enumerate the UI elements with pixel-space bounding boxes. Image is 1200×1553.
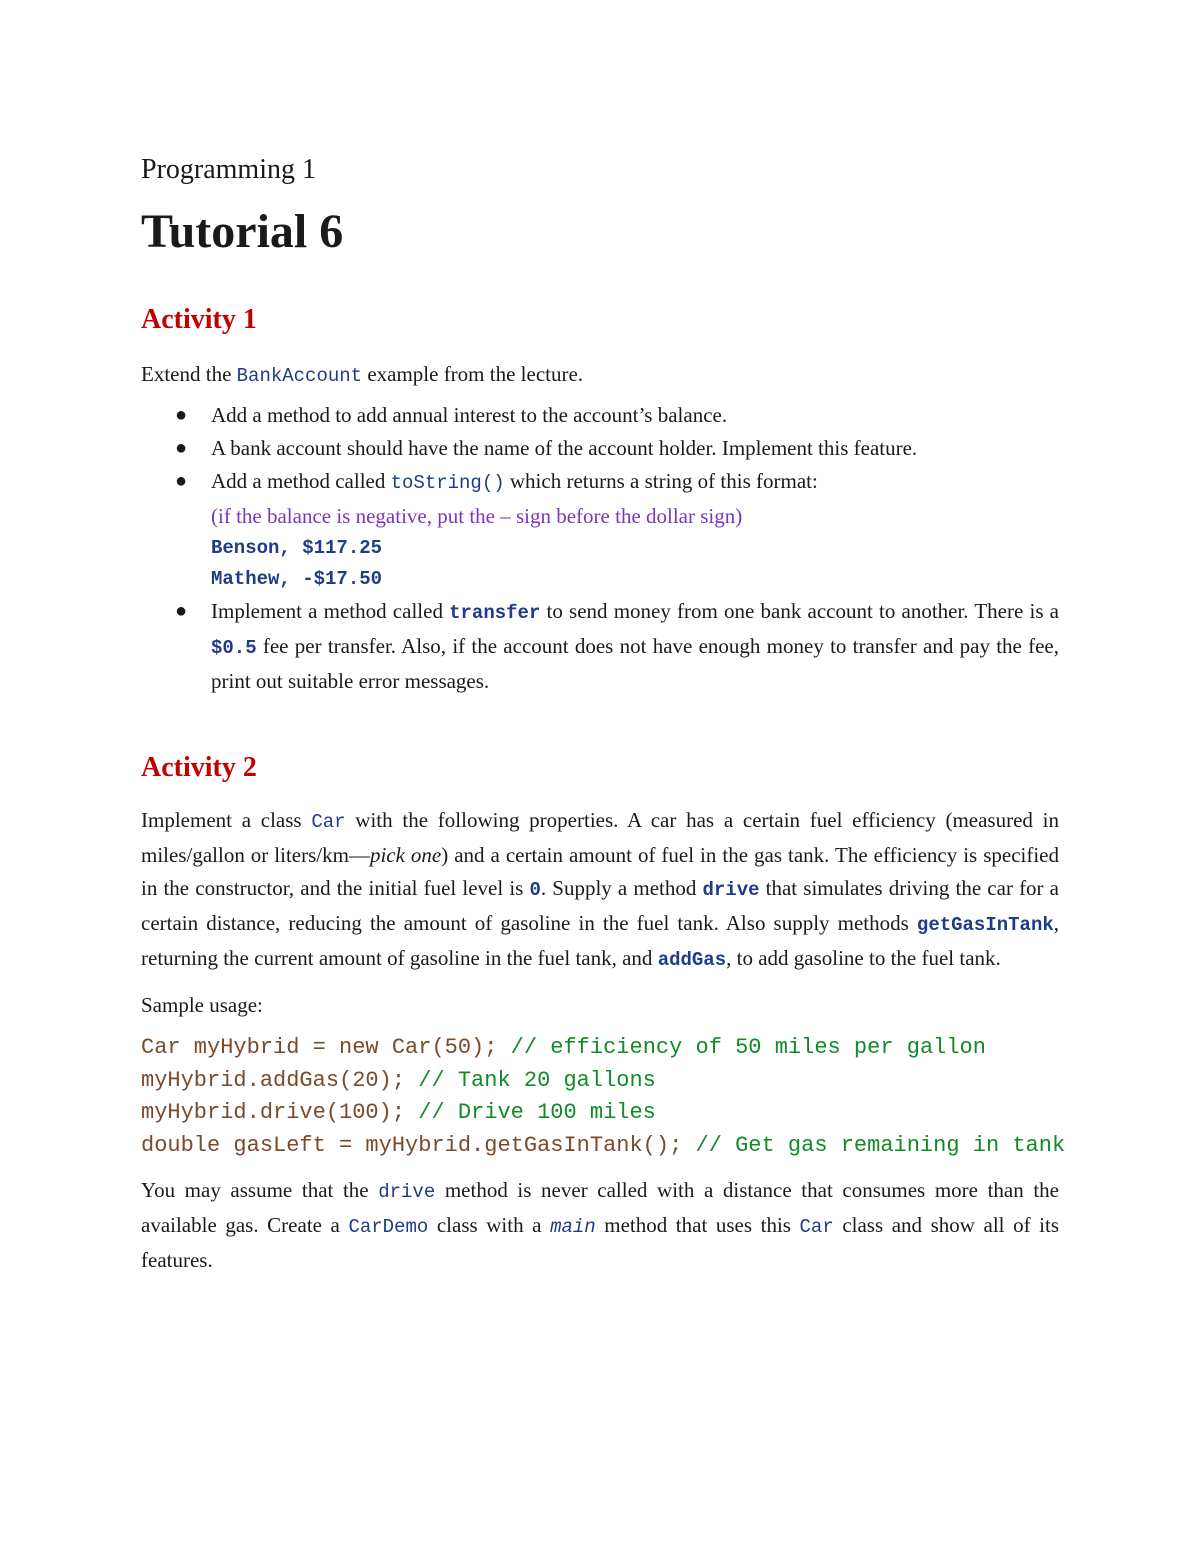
para-text: Implement a class — [141, 808, 312, 832]
cardemo-code: CarDemo — [348, 1216, 429, 1238]
para-text: method is never called with a distance that consumes more than the available gas. Create a — [141, 1178, 1059, 1237]
code-comment: // Get gas remaining in tank — [695, 1132, 1066, 1158]
para-text: , returning the current amount of gasoline in the fuel tank, and — [141, 911, 1059, 970]
pick-one-text: pick one — [369, 843, 442, 867]
code-statement: double gasLeft = myHybrid.getGasInTank(); — [141, 1132, 696, 1158]
transfer-code: transfer — [449, 602, 541, 624]
format-example-2: Mathew, -$17.50 — [211, 568, 383, 590]
bullet-text: which returns a string of this format: — [504, 469, 818, 493]
bullet-text: Add a method called — [211, 469, 391, 493]
activity-2-description — [141, 804, 1059, 977]
code-statement: Car myHybrid = new Car(50); — [141, 1035, 511, 1060]
bullet-dot-icon: ● — [175, 600, 188, 622]
tostring-line — [211, 465, 1059, 500]
code-comment: // efficiency of 50 miles per gallon — [510, 1035, 986, 1060]
page-title: Tutorial 6 — [141, 205, 344, 258]
code-line — [141, 1032, 1059, 1065]
code-comment: // Drive 100 miles — [418, 1100, 656, 1125]
code-line — [141, 1130, 1066, 1163]
code-statement: myHybrid.addGas(20); — [141, 1067, 419, 1093]
format-example-1: Benson, $117.25 — [211, 537, 383, 559]
fee-code: $0.5 — [211, 637, 257, 659]
transfer-text — [211, 595, 1059, 698]
code-line — [141, 1065, 1059, 1098]
activity-2-closing — [141, 1174, 1059, 1277]
getgasintank-code: getGasInTank — [916, 914, 1054, 936]
drive-code: drive — [378, 1181, 436, 1203]
bullet-text: Add a method to add annual interest to the account’s balance. — [211, 403, 728, 427]
bullet-dot-icon: ● — [175, 470, 188, 492]
code-comment: // Tank 20 gallons — [418, 1067, 656, 1093]
para-text: with the following properties. A car has a certain fuel efficiency (measured in miles/gallon or liters/km— — [141, 808, 1059, 867]
negative-balance-note: (if the balance is negative, put the – sign before the dollar sign) — [211, 504, 743, 528]
sample-usage-label: Sample usage: — [141, 993, 263, 1017]
code-statement: myHybrid.drive(100); — [141, 1100, 419, 1125]
bankaccount-code: BankAccount — [236, 365, 363, 387]
para-text: ) and a certain amount of fuel in the gas tank. The efficiency is specified in the constructor, and the initial fuel level is — [141, 843, 1059, 900]
bullet-text: to send money from one bank account to another. There is a — [540, 599, 1059, 623]
activity-1-list — [141, 399, 1059, 698]
list-item — [141, 432, 1059, 465]
para-text: class with a — [428, 1213, 551, 1237]
activity-1-heading: Activity 1 — [141, 304, 257, 335]
activity-1-intro — [141, 358, 1059, 393]
code-line — [141, 1097, 1059, 1130]
bullet-text: A bank account should have the name of the account holder. Implement this feature. — [211, 436, 918, 460]
list-item — [141, 465, 1059, 595]
bullet-dot-icon: ● — [175, 437, 188, 459]
tostring-code: toString() — [390, 472, 505, 494]
list-item — [141, 399, 1059, 432]
car-code: Car — [799, 1216, 834, 1238]
document-content — [141, 150, 1066, 1277]
sample-code-block — [141, 1032, 1066, 1162]
course-subtitle: Programming 1 — [141, 154, 316, 185]
para-text: You may assume that the — [141, 1178, 379, 1202]
drive-code: drive — [702, 879, 760, 901]
para-text: that simulates driving the car for a certain distance, reducing the amount of gasoline in the fuel tank. Also supply methods — [141, 876, 1060, 935]
intro-text: Extend the — [141, 362, 237, 386]
para-text: class and show all of its features. — [141, 1213, 1059, 1272]
bullet-text: fee per transfer. Also, if the account does not have enough money to transfer and pay the fee, print out suitable error messages. — [211, 634, 1059, 693]
bullet-dot-icon: ● — [175, 404, 188, 426]
activity-2-heading: Activity 2 — [141, 752, 257, 783]
list-item — [141, 595, 1059, 698]
para-text: , to add gasoline to the fuel tank. — [726, 946, 1001, 970]
para-text: . Supply a method — [540, 876, 703, 900]
addgas-code: addGas — [657, 949, 727, 971]
intro-text-end: example from the lecture. — [362, 362, 584, 386]
bullet-text: Implement a method called — [211, 599, 450, 623]
para-text: method that uses this — [595, 1213, 800, 1237]
main-code: main — [550, 1216, 596, 1238]
car-code: Car — [311, 811, 346, 833]
zero-code: 0 — [529, 879, 541, 901]
